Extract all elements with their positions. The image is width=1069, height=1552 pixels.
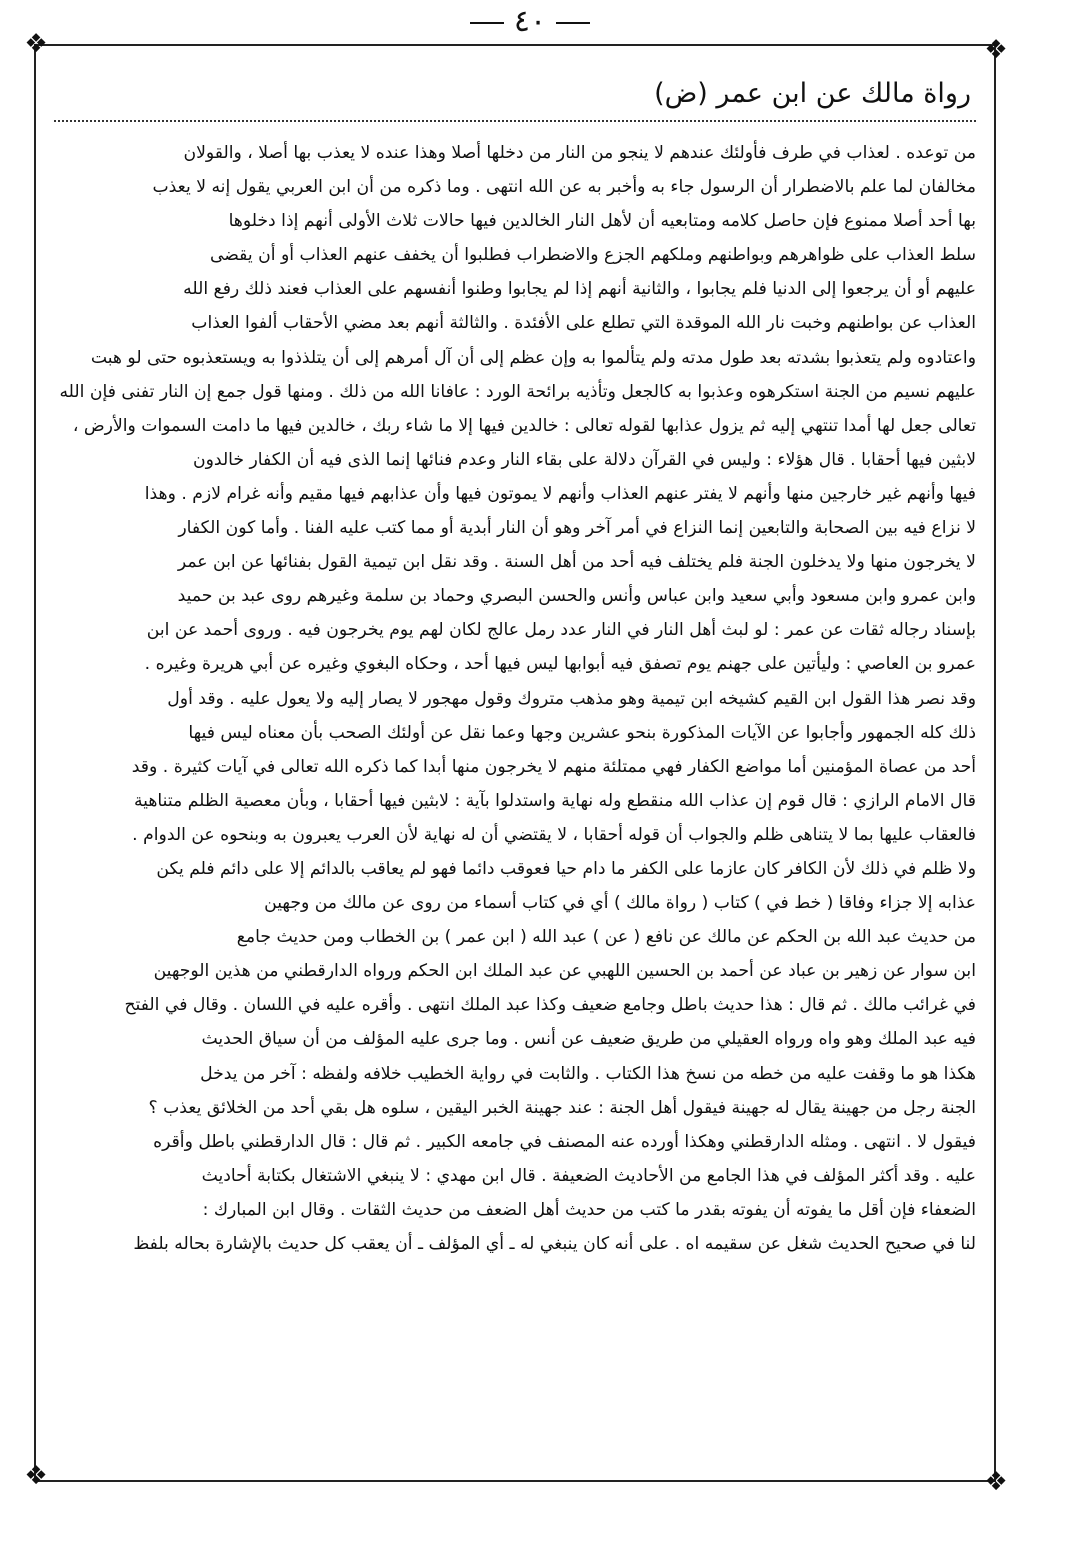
body-line: فيها وأنهم غير خارجين منها وأنهم لا يفتر عنهم العذاب وأنهم لا يموتون فيها وأن عذابهم فيها مقيم وأنه غرام لازم . وهذا [144,483,976,504]
body-line: عليهم نسيم من الجنة استكرهوه وعذبوا به كالجعل وتأذيه برائحة الورد : عافانا الله من ذلك . ومنها قول جمع إن النار تفنى فإن الله [59,381,976,402]
body-line: لنا في صحيح الحديث شغل عن سقيمه اه . على أنه كان ينبغي له ـ أي المؤلف ـ أن يعقب كل حديث بالإشارة بحاله بلفظ [133,1234,976,1254]
body-line: لا نزاع فيه بين الصحابة والتابعين إنما النزاع في أمر آخر وهو أن النار أبدية أو مما كتب عليه الفنا . وأما كون الكفار [178,518,976,539]
body-line: فيه عبد الملك وهو واه ورواه العقيلي من طريق ضعيف عن أنس . وما جرى عليه المؤلف من أن سياق الحديث [201,1029,976,1050]
body-line: من توعده . لعذاب في طرف فأولئك عندهم لا ينجو من النار من دخلها أصلا وهذا عنده لا يعذب بها أصلا ، والقولان [183,143,976,163]
body-line: عليهم أو أن يرجعوا إلى الدنيا فلم يجابوا ، والثانية أنهم إذا لم يجابوا وطنوا أنفسهم على العذاب فعند ذلك رفع الله [183,279,976,300]
ornament-icon: ❖ [24,1461,48,1491]
page-number [440,2,620,42]
body-line: ابن سوار عن زهير بن عباد عن أحمد بن الحسين اللهبي عن عبد الملك ابن الحكم ورواه الدارقطني من هذين الوجهين [153,961,976,982]
ornament-icon: ❖ [24,29,48,59]
body-line: فالعقاب عليها بما لا يتناهى ظلم والجواب أن قوله أحقابا ، لا يقتضي أن له نهاية لأن العرب يعبرون به وبنحوه عن الدوام . [132,824,976,845]
body-line: ولا ظلم في ذلك لأن الكافر كان عازما على الكفر ما دام حيا فعوقب دائما فهو لم يعاقب بالدائم إلا على دائم فلم يكن [156,858,976,879]
body-line: تعالى جعل لها أمدا تنتهي إليه ثم يزول عذابها لقوله تعالى : خالدين فيها إلا ما شاء ربك ، خالدين فيها ما دامت السموات والأرض ، [72,415,976,436]
ornament-icon: ❖ [984,1467,1008,1497]
body-line: من حديث عبد الله بن الحكم عن مالك عن نافع ( عن ) عبد الله ( ابن عمر ) بن الخطاب ومن حديث جامع [236,927,976,948]
body-line: لا يخرجون منها ولا يدخلون الجنة فلم يختلف فيه أحد من أهل السنة . وقد نقل ابن تيمية القول بفنائها عن ابن عمر [177,552,976,573]
body-line: العذاب عن بواطنهم وخبت نار الله الموقدة التي تطلع على الأفئدة . والثالثة أنهم بعد مضي الأحقاب ألفوا العذاب [191,313,976,334]
body-line: ذلك كله الجمهور وأجابوا عن الآيات المذكورة بنحو عشرين وجها وعما نقل عن أولئك الصحب بأن معناه ليس فيها [188,722,976,743]
body-line: لابثين فيها أحقابا . قال هؤلاء : وليس في القرآن دلالة على بقاء النار وعدم فنائها إنما الذى فيه أن الكفار خالدون [193,449,976,470]
body-line: واعتادوه ولم يتعذبوا بشدته بعد طول مدته ولم يتألموا به وإن عظم إلى أن آل أمرهم إلى أن يتلذذوا به ويستعذبوه حتى لو هبت [90,347,976,368]
body-line: مخالفان لما علم بالاضطرار أن الرسول جاء به وأخبر به عن الله انتهى . وما ذكره من أن ابن العربي يقول إنه لا يعذب [152,177,976,198]
body-line: الضعفاء فإن أقل ما يفوته أن يفوته بقدر ما كتب من حديث أهل الضعف من حديث الثقات . وقال ابن المبارك : [202,1199,976,1220]
page-number-dash-right [556,22,590,24]
body-line: عليه . وقد أكثر المؤلف في هذا الجامع من الأحاديث الضعيفة . قال ابن مهدي : لا ينبغي الاشتغال بكتابة أحاديث [201,1165,976,1186]
body-line: عمرو بن العاصي : وليأتين على جهنم يوم تصفق فيه أبوابها ليس فيها أحد ، وحكاه البغوي وغيره عن أبي هريرة وغيره . [144,654,976,675]
body-line: بإسناد رجاله ثقات عن عمر : لو لبث أهل النار في النار عدد رمل عالج لكان لهم يوم يخرجون فيه . وروى أحمد عن ابن [146,620,976,641]
body-line: وقد نصر هذا القول ابن القيم كشيخه ابن تيمية وهو مذهب متروك وقول مهجور لا يصار إليه ولا يعول عليه . وقد أول [167,688,976,709]
body-line: في غرائب مالك . ثم قال : هذا حديث باطل وجامع ضعيف وكذا عبد الملك انتهى . وأقره عليه في اللسان . وقال في الفتح [124,995,976,1016]
body-line: بها أحد أصلا ممنوع فإن حاصل كلامه ومتابعيه أن لأهل النار الخالدين فيها حالات ثلاث الأولى أنهم إذا دخلوها [228,211,976,232]
body-line: فيقول لا . انتهى . ومثله الدارقطني وهكذا أورده عنه المصنف في جامعه الكبير . ثم قال : قال الدارقطني باطل وأقره [153,1131,976,1152]
body-line: وابن عمرو وابن مسعود وأبي سعيد وابن عباس وأنس والحسن البصري وحماد بن سلمة وغيرهم روى عبد بن حميد [177,586,976,607]
body-line: هكذا هو ما وقفت عليه من خطه من نسخ هذا الكتاب . والثابت في رواية الخطيب خلافه ولفظه : آخر من يدخل [200,1063,976,1084]
body-line: قال الامام الرازي : قال قوم إن عذاب الله منقطع وله نهاية واستدلوا بآية : لابثين فيها أحقابا ، وبأن معصية الظلم متناهية [133,790,976,811]
body-line: أحد من عصاة المؤمنين أما مواضع الكفار فهي ممتلئة منهم لا يخرجون منها أبدا كما ذكره الله تعالى في آيات كثيرة . وقد [131,756,976,777]
page-number-value: ٤٠ [513,4,547,39]
header-divider [54,120,976,122]
body-line: سلط العذاب على ظواهرهم وبواطنهم وملكهم الجزع والاضطراب فطلبوا أن يخفف عنهم العذاب أو أن يقضى [209,245,976,266]
body-line: عذابه إلا جزاء وفاقا ( خط في ) كتاب ( رواة مالك ) أي في كتاب أسماء من روى عن مالك من وجهين [264,893,976,914]
page-number-dash-left [470,22,504,24]
running-header-title: رواة مالك عن ابن عمر (ض) [654,78,971,109]
body-text [54,136,976,1466]
body-line: الجنة رجل من جهينة يقال له جهينة فيقول أهل الجنة : عند جهينة الخبر اليقين ، سلوه هل بقي أحد من الخلائق يعذب ؟ [148,1097,976,1118]
ornament-icon: ❖ [984,35,1008,65]
